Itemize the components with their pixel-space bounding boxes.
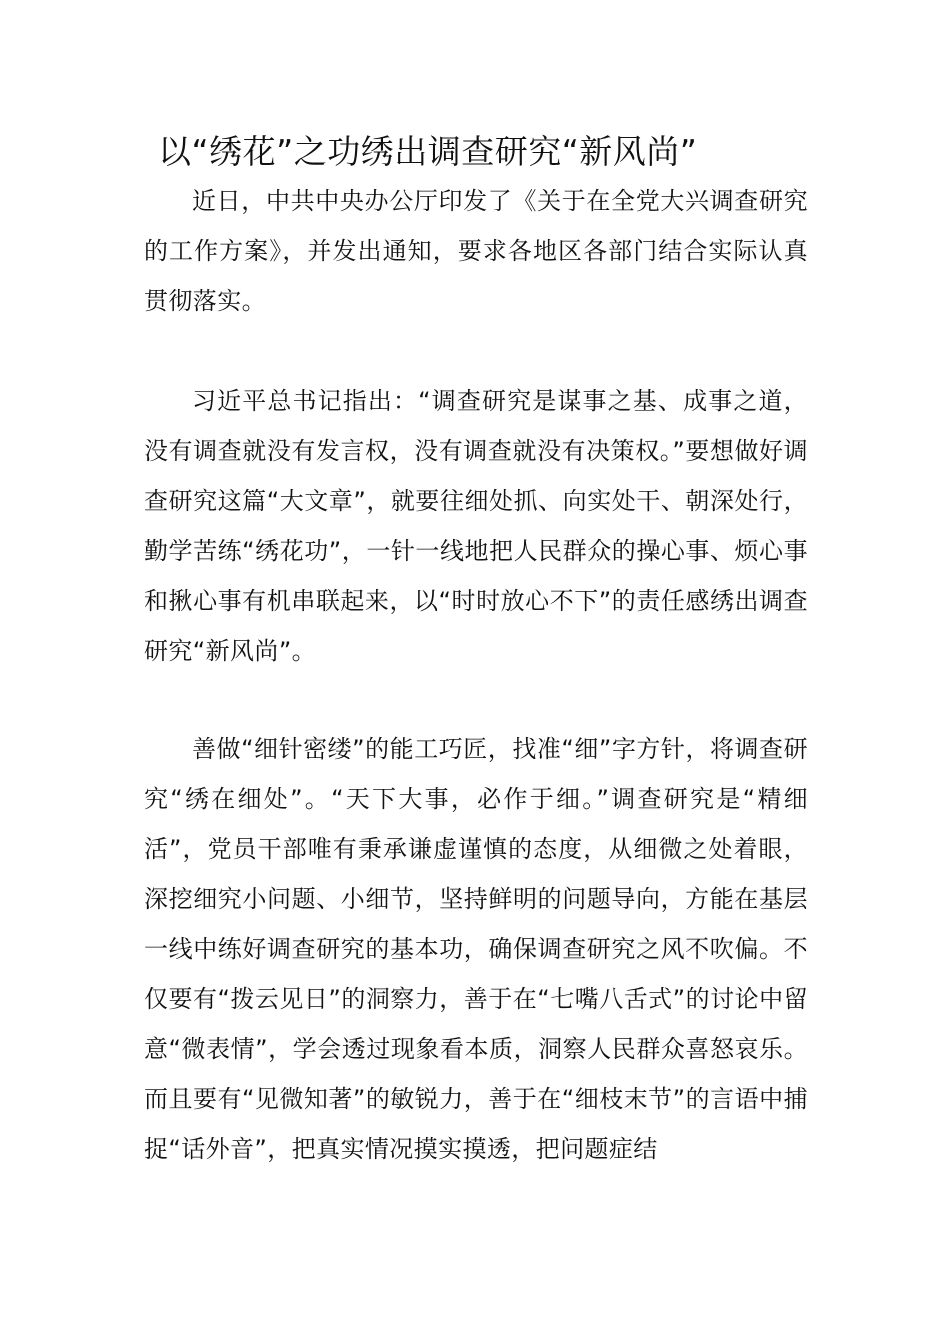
document-title: 以“绣花”之功绣出调查研究“新风尚” bbox=[158, 132, 698, 171]
paragraph-2: 习近平总书记指出：“调查研究是谋事之基、成事之道，没有调查就没有发言权，没有调查就没有决策权。”要想做好调查研究这篇“大文章”，就要往细处抓、向实处干、朝深处行，勤学苦练“绣花功”，一针一线地把人民群众的操心事、烦心事和揪心事有机串联起来，以“时时放心不下”的责任感绣出调查研究“新风尚”。 bbox=[144, 387, 808, 665]
paragraph-1: 近日，中共中央办公厅印发了《关于在全党大兴调查研究的工作方案》，并发出通知，要求各地区各部门结合实际认真贯彻落实。 bbox=[144, 187, 808, 315]
paragraph-3: 善做“细针密缕”的能工巧匠，找准“细”字方针，将调查研究“绣在细处”。“天下大事，必作于细。”调查研究是“精细活”，党员干部唯有秉承谦虚谨慎的态度，从细微之处着眼，深挖细究小问题、小细节，坚持鲜明的问题导向，方能在基层一线中练好调查研究的基本功，确保调查研究之风不吹偏。不仅要有“拨云见日”的洞察力，善于在“七嘴八舌式”的讨论中留意“微表情”，学会透过现象看本质，洞察人民群众喜怒哀乐。而且要有“见微知著”的敏锐力，善于在“细枝末节”的言语中捕捉“话外音”，把真实情况摸实摸透，把问题症结 bbox=[144, 735, 808, 1163]
